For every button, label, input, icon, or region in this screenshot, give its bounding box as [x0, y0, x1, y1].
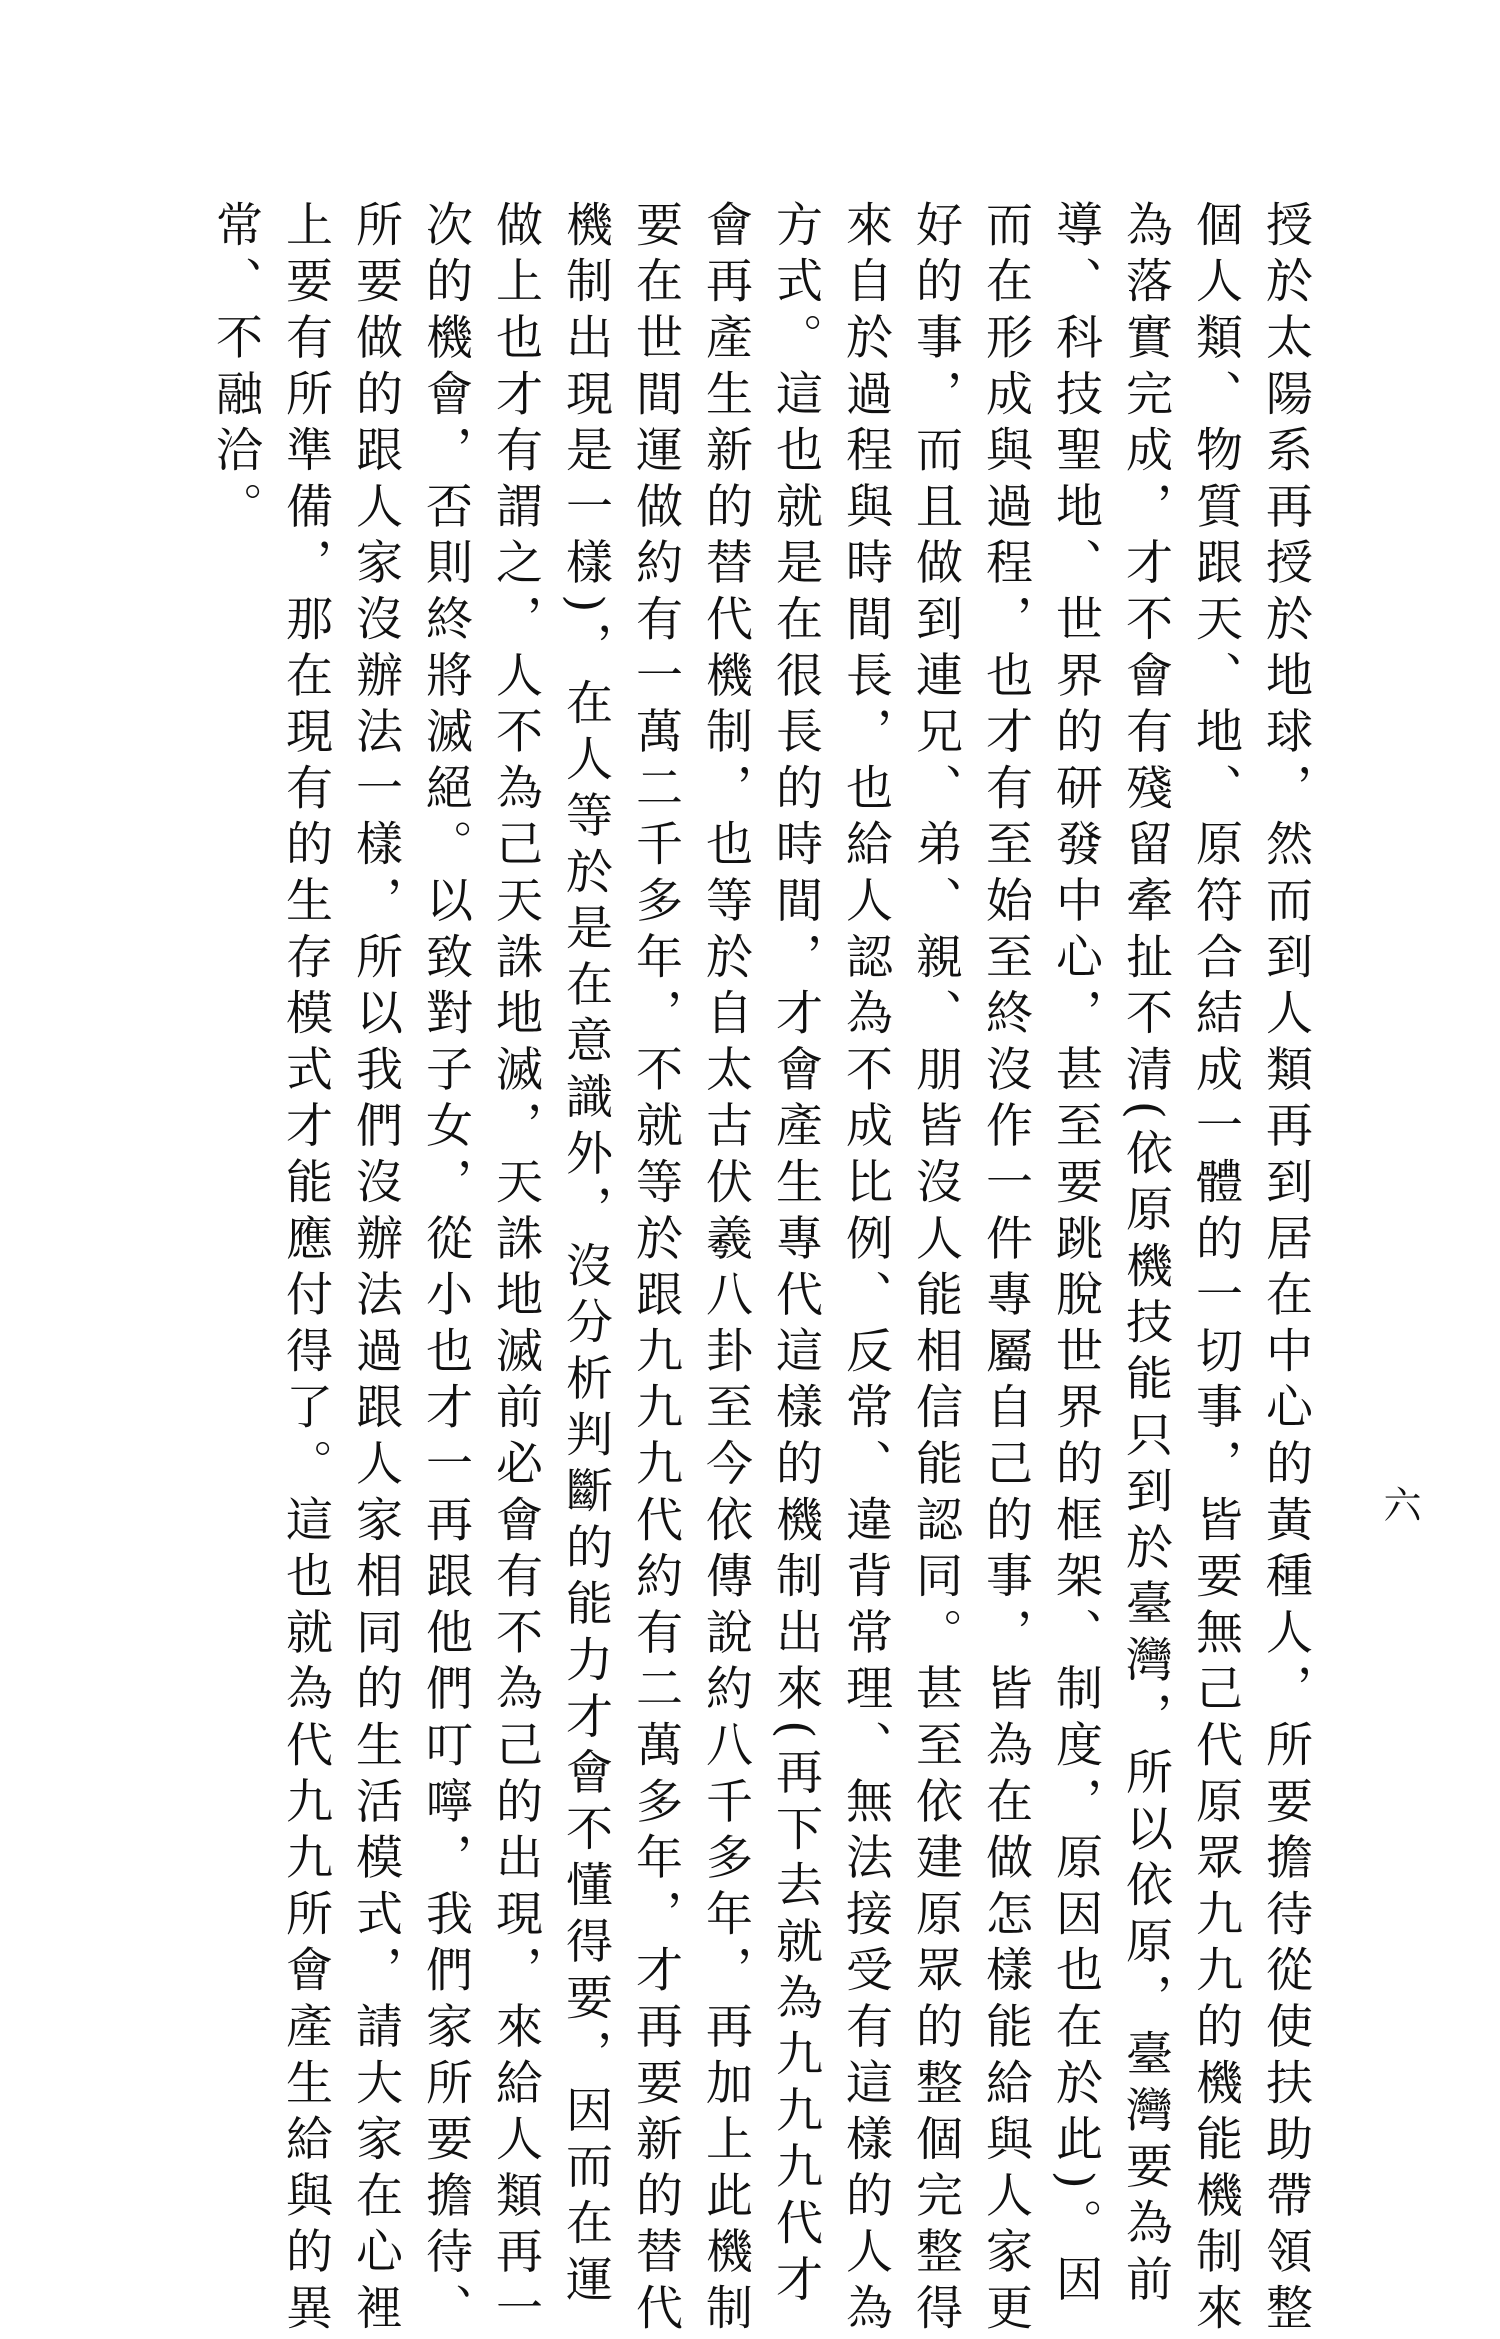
text-column-6: 好的事，而且做到連兄、弟、親、朋皆沒人能相信能認同。甚至依建原眾的整個完整得	[908, 200, 963, 2339]
text-column-9: 會再產生新的替代機制，也等於自太古伏羲八卦至今依傳說約八千多年，再加上此機制	[698, 200, 753, 2339]
text-column-12: 做上也才有謂之，人不為己天誅地滅，天誅地滅前必會有不為己的出現，來給人類再一	[488, 200, 543, 2339]
text-column-8: 方式。這也就是在很長的時間，才會產生專代這樣的機制出來(再下去就為九九九代才	[768, 200, 823, 2311]
text-column-3: 為落實完成，才不會有殘留牽扯不清(依原機技能只到於臺灣，所以依原，臺灣要為前	[1118, 200, 1173, 2311]
text-column-13: 次的機會，否則終將滅絕。以致對子女，從小也才一再跟他們叮嚀，我們家所要擔待、	[418, 200, 473, 2339]
text-column-2: 個人類、物質跟天、地、原符合結成一體的一切事，皆要無己代原眾九九的機能機制來	[1188, 200, 1243, 2339]
text-column-4: 導、科技聖地、世界的研發中心，甚至要跳脫世界的框架、制度，原因也在於此)。因	[1048, 200, 1103, 2311]
text-column-5: 而在形成與過程，也才有至始至終沒作一件專屬自己的事，皆為在做怎樣能給與人家更	[978, 200, 1033, 2339]
text-column-1: 授於太陽系再授於地球，然而到人類再到居在中心的黃種人，所要擔待從使扶助帶領整	[1258, 200, 1313, 2339]
text-column-11: 機制出現是一樣)，在人等於是在意識外，沒分析判斷的能力才會不懂得要，因而在運	[558, 200, 613, 2311]
body-text	[200, 200, 1320, 2339]
text-column-16: 常、不融洽。	[208, 200, 263, 538]
page-number: 六	[1377, 1485, 1421, 1523]
text-column-15: 上要有所準備，那在現有的生存模式才能應付得了。這也就為代九九所會產生給與的異	[278, 200, 333, 2339]
text-column-14: 所要做的跟人家沒辦法一樣，所以我們沒辦法過跟人家相同的生活模式，請大家在心裡	[348, 200, 403, 2339]
text-column-10: 要在世間運做約有一萬二千多年，不就等於跟九九九代約有二萬多年，才再要新的替代	[628, 200, 683, 2339]
text-column-7: 來自於過程與時間長，也給人認為不成比例、反常、違背常理、無法接受有這樣的人為	[838, 200, 893, 2339]
